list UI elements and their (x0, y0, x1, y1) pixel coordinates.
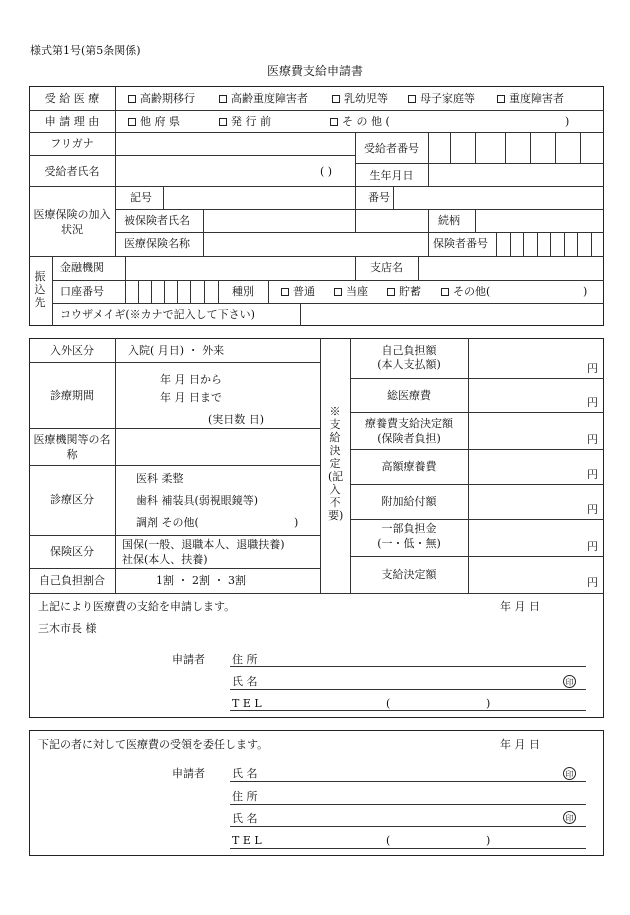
right-item-5-l2: (一・低・無) (377, 537, 441, 550)
checkbox-icon (128, 95, 136, 103)
yen-3: 円 (587, 468, 598, 481)
hoken-name-label: 医療保険名称 (124, 237, 190, 250)
option-sonota[interactable]: そ の 他 ( (330, 115, 390, 128)
checkbox-icon (332, 95, 340, 103)
yen-1: 円 (587, 396, 598, 409)
right-item-2-l2: (保険者負担) (377, 432, 441, 445)
jukyu-no-label: 受給者番号 (364, 142, 419, 155)
seal-icon: 印 (563, 811, 576, 824)
right-item-6-l1: 支給決定額 (381, 568, 437, 581)
nyuin-field[interactable]: 入院( 月日) ・ 外来 (128, 344, 225, 357)
furikomi-label: 振込先 (34, 270, 46, 309)
right-item-1-l1: 総医療費 (387, 389, 431, 402)
hoken-kubun-kokuho[interactable]: 国保(一般、退職本人、退職扶養) (122, 538, 285, 551)
delegation-name-label: 氏 名 (232, 767, 258, 780)
statement: 上記により医療費の支給を申請します。 (38, 600, 236, 613)
right-item-0-l2: (本人支払額) (377, 358, 441, 371)
form-number: 様式第1号(第5条関係) (30, 44, 141, 57)
koza-label: 口座番号 (60, 285, 104, 298)
yen-2: 円 (587, 433, 598, 446)
yen-0: 円 (587, 362, 598, 375)
option-koreikiiko[interactable]: 高齢期移行 (128, 92, 195, 105)
zokugara-label: 続柄 (438, 214, 460, 227)
yen-5: 円 (587, 540, 598, 553)
nyugai-label: 入外区分 (50, 344, 94, 357)
seal-icon: 印 (563, 767, 576, 780)
right-item-4-l1: 附加給付額 (381, 495, 437, 508)
mayor-address: 三木市長 様 (38, 622, 97, 635)
applicant-label: 申請者 (172, 653, 205, 666)
delegation-addr-label: 住 所 (232, 790, 258, 803)
shubetsu-close: ) (583, 285, 588, 298)
yen-4: 円 (587, 503, 598, 516)
option-chochiku[interactable]: 貯蓄 (387, 285, 421, 298)
kubun-row1[interactable]: 医科 柔整 (136, 472, 184, 485)
checkbox-icon (128, 118, 136, 126)
name-field-label: 氏 名 (232, 675, 258, 688)
delegation-statement: 下記の者に対して医療費の受領を委任します。 (38, 738, 269, 751)
delegation-name2-label: 氏 名 (232, 812, 258, 825)
option-hakkomae[interactable]: 発 行 前 (219, 115, 271, 128)
jukyu-label: 受 給 医 療 (44, 92, 100, 105)
kubun-row3[interactable]: 調剤 その他( (136, 516, 199, 529)
kikan-from[interactable]: 年 月 日から (160, 373, 222, 386)
hokensha-no-label: 保険者番号 (433, 237, 488, 250)
futan-options[interactable]: 1割 ・ 2割 ・ 3割 (156, 574, 246, 587)
birth-label: 生年月日 (369, 169, 414, 182)
right-item-2-l1: 療養費支給決定額 (365, 417, 453, 430)
tel-paren-close: ) (486, 697, 491, 710)
futan-label: 自己負担割合 (39, 574, 105, 587)
right-item-5-l1: 一部負担金 (381, 522, 437, 535)
yen-6: 円 (587, 576, 598, 589)
furigana-label: フリガナ (50, 137, 94, 150)
option-tafuken[interactable]: 他 府 県 (128, 115, 180, 128)
shiten-label: 支店名 (370, 261, 403, 274)
shubetsu-label: 種別 (232, 285, 254, 298)
option-toza[interactable]: 当座 (334, 285, 368, 298)
hoken-kubun-shaho[interactable]: 社保(本人、扶養) (122, 553, 208, 566)
kubun-close: ) (294, 516, 299, 529)
delegation-tel-close: ) (486, 834, 491, 847)
kikan-label: 診療期間 (50, 389, 94, 402)
statement-date[interactable]: 年 月 日 (500, 600, 540, 613)
right-item-3-l1: 高額療養費 (381, 460, 437, 473)
kikan-name-label: 医療機関等の名称 (33, 433, 111, 461)
option-koreijudo[interactable]: 高齢重度障害者 (219, 92, 308, 105)
riyu-label: 申 請 理 由 (44, 115, 100, 128)
checkbox-icon (387, 288, 395, 296)
checkbox-icon (497, 95, 505, 103)
name-label: 受給者氏名 (44, 165, 100, 178)
shikyu-note: ※支給決定(記入不要) (328, 405, 344, 522)
delegation-tel-open: ( (386, 834, 391, 847)
hoken-kubun-label: 保険区分 (50, 545, 94, 558)
kikan-to[interactable]: 年 月 日まで (160, 391, 222, 404)
checkbox-icon (408, 95, 416, 103)
checkbox-icon (441, 288, 449, 296)
form-title: 医療費支給申請書 (266, 64, 363, 78)
tel-label: T E L (232, 697, 262, 710)
name-paren: ( ) (320, 165, 333, 178)
checkbox-icon (219, 95, 227, 103)
hoken-label: 医療保険の加入状況 (33, 208, 111, 236)
hihoken-label: 被保険者氏名 (124, 214, 190, 227)
option-futsu[interactable]: 普通 (281, 285, 315, 298)
meigi-label: コウザメイギ(※カナで記入して下さい) (60, 308, 255, 321)
tel-paren-open: ( (386, 697, 391, 710)
checkbox-icon (334, 288, 342, 296)
addr-label: 住 所 (232, 653, 258, 666)
option-nyuyoji[interactable]: 乳幼児等 (332, 92, 388, 105)
seal-icon: 印 (563, 675, 576, 688)
kigo-label: 記号 (130, 191, 152, 204)
option-sonota-koza[interactable]: その他( (441, 285, 490, 298)
option-judoshogai[interactable]: 重度障害者 (497, 92, 564, 105)
right-item-0-l1: 自己負担額 (381, 344, 437, 357)
checkbox-icon (330, 118, 338, 126)
jitsu-nissu[interactable]: (実日数 日) (208, 413, 265, 426)
riyu-close: ) (565, 115, 570, 128)
delegation-date[interactable]: 年 月 日 (500, 738, 540, 751)
bango-label: 番号 (368, 191, 390, 204)
checkbox-icon (219, 118, 227, 126)
option-boshikatei[interactable]: 母子家庭等 (408, 92, 475, 105)
delegation-applicant: 申請者 (172, 767, 205, 780)
delegation-tel-label: T E L (232, 834, 262, 847)
kubun-label: 診療区分 (50, 493, 94, 506)
kubun-row2[interactable]: 歯科 補装具(弱視眼鏡等) (136, 494, 259, 507)
checkbox-icon (281, 288, 289, 296)
kinyu-label: 金融機関 (60, 261, 104, 274)
